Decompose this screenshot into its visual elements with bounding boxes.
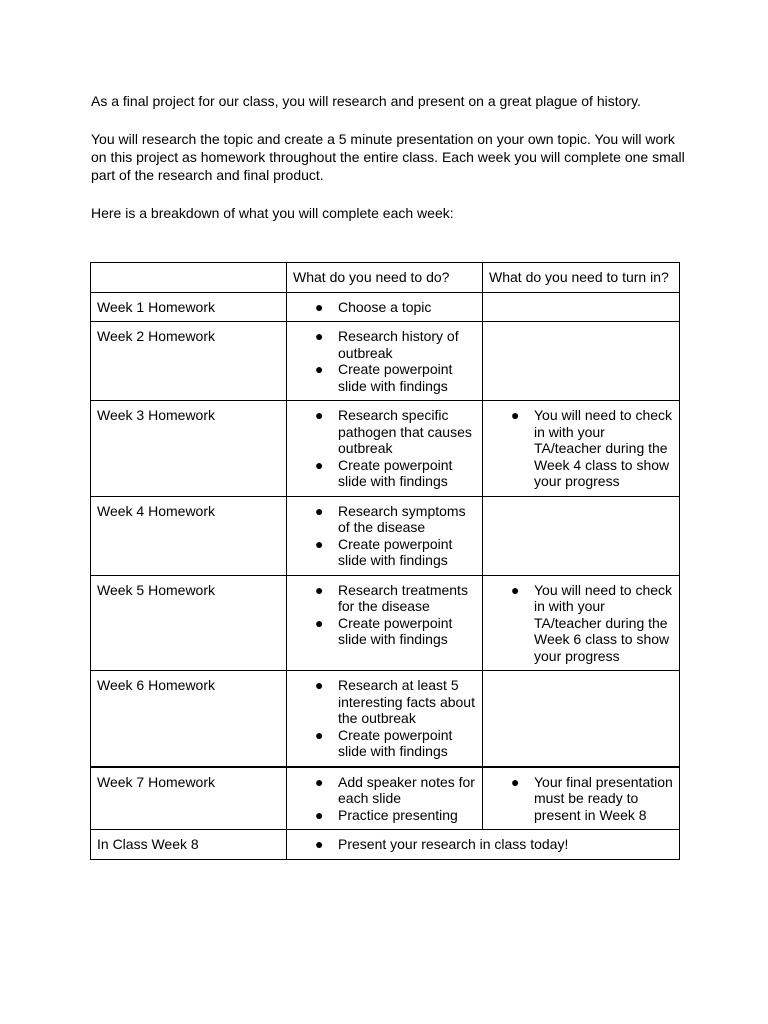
bullet-icon: ● (315, 407, 324, 423)
bullet-list (489, 407, 674, 490)
list-item (293, 615, 477, 648)
list-item (293, 361, 477, 394)
header-cell (91, 263, 287, 293)
list-item (293, 299, 477, 316)
bullet-icon: ● (315, 502, 324, 519)
list-item (293, 536, 477, 569)
bullet-icon: ● (315, 806, 324, 823)
table-row (91, 496, 680, 575)
bullet-icon: ● (315, 614, 324, 631)
list-item-text: Create powerpoint slide with findings (338, 456, 453, 489)
list-item (489, 582, 674, 665)
list-item-text: Present your research in class today! (338, 836, 569, 852)
table-row (91, 401, 680, 497)
turn-in-cell (483, 575, 680, 671)
todo-cell (287, 401, 483, 497)
bullet-icon: ● (511, 407, 520, 423)
table-header-row (91, 263, 680, 293)
bullet-icon: ● (315, 298, 324, 315)
bullet-icon: ● (315, 773, 324, 790)
bullet-icon: ● (315, 836, 324, 852)
list-item-text: Create powerpoint slide with findings (338, 614, 453, 647)
turn-in-cell (483, 292, 680, 322)
todo-cell (287, 322, 483, 401)
bullet-list (293, 407, 477, 490)
list-item-text: Research treatments for the disease (338, 581, 468, 614)
turn-in-cell (483, 671, 680, 767)
bullet-list (293, 677, 477, 760)
list-item (489, 407, 674, 490)
header-cell: What do you need to do? (287, 263, 483, 293)
bullet-list (293, 774, 477, 824)
week-cell: Week 6 Homework (91, 671, 287, 767)
todo-cell (287, 671, 483, 767)
bullet-list (293, 299, 477, 316)
header-cell: What do you need to turn in? (483, 263, 680, 293)
bullet-icon: ● (315, 456, 324, 473)
bullet-icon: ● (315, 535, 324, 552)
table-row (91, 575, 680, 671)
list-item-text: Create powerpoint slide with findings (338, 361, 453, 394)
bullet-icon: ● (315, 581, 324, 598)
intro-text (91, 92, 691, 242)
list-item-text: Your final presentation must be ready to present in Week 8 (534, 773, 673, 823)
week-cell: Week 5 Homework (91, 575, 287, 671)
table-row (91, 671, 680, 767)
list-item (293, 677, 477, 727)
intro-paragraph-1: As a final project for our class, you will research and present on a great plague of history. (91, 93, 641, 109)
list-item-text: Research specific pathogen that causes outbreak (338, 407, 472, 456)
week-cell: Week 3 Homework (91, 401, 287, 497)
list-item (293, 727, 477, 760)
list-item-text: Choose a topic (338, 298, 432, 315)
intro-paragraph-2: You will research the topic and create a 5 minute presentation on your own topic. You will work on this project as homework throughout the entire class. Each week you will complete one small part of the research and final product. (91, 131, 685, 183)
bullet-list (489, 582, 674, 665)
todo-cell-merged (287, 830, 680, 860)
bullet-icon: ● (315, 677, 324, 693)
list-item (293, 503, 477, 536)
weekly-plan-table (90, 262, 680, 860)
list-item (293, 836, 674, 853)
bullet-list (293, 328, 477, 394)
todo-cell (287, 767, 483, 830)
list-item-text: You will need to check in with your TA/teacher during the Week 4 class to show your progress (534, 407, 673, 489)
list-item (293, 582, 477, 615)
table-row-final (91, 830, 680, 860)
bullet-icon: ● (315, 328, 324, 344)
bullet-icon: ● (511, 773, 520, 790)
week-cell: Week 4 Homework (91, 496, 287, 575)
list-item-text: Practice presenting (338, 806, 458, 823)
bullet-list (293, 582, 477, 648)
list-item (293, 807, 477, 824)
bullet-list (293, 836, 674, 853)
list-item (293, 774, 477, 807)
list-item-text: You will need to check in with your TA/teacher during the Week 6 class to show your progress (534, 581, 673, 664)
intro-paragraph-3: Here is a breakdown of what you will complete each week: (91, 205, 454, 221)
list-item (489, 774, 674, 824)
bullet-icon: ● (315, 726, 324, 743)
week-cell: Week 7 Homework (91, 767, 287, 830)
todo-cell (287, 292, 483, 322)
week-cell: Week 1 Homework (91, 292, 287, 322)
table-row (91, 322, 680, 401)
table-row (91, 292, 680, 322)
table-row (91, 767, 680, 830)
bullet-icon: ● (315, 361, 324, 377)
todo-cell (287, 575, 483, 671)
list-item (293, 328, 477, 361)
week-cell: In Class Week 8 (91, 830, 287, 860)
bullet-list (293, 503, 477, 569)
turn-in-cell (483, 322, 680, 401)
list-item-text: Add speaker notes for each slide (338, 773, 475, 806)
list-item-text: Create powerpoint slide with findings (338, 535, 453, 568)
list-item (293, 457, 477, 490)
todo-cell (287, 496, 483, 575)
turn-in-cell (483, 401, 680, 497)
bullet-icon: ● (511, 581, 520, 598)
bullet-list (489, 774, 674, 824)
list-item-text: Research at least 5 interesting facts about the outbreak (338, 677, 475, 726)
turn-in-cell (483, 496, 680, 575)
list-item-text: Research history of outbreak (338, 328, 459, 361)
list-item-text: Create powerpoint slide with findings (338, 726, 453, 759)
week-cell: Week 2 Homework (91, 322, 287, 401)
list-item (293, 407, 477, 457)
list-item-text: Research symptoms of the disease (338, 502, 466, 535)
turn-in-cell (483, 767, 680, 830)
